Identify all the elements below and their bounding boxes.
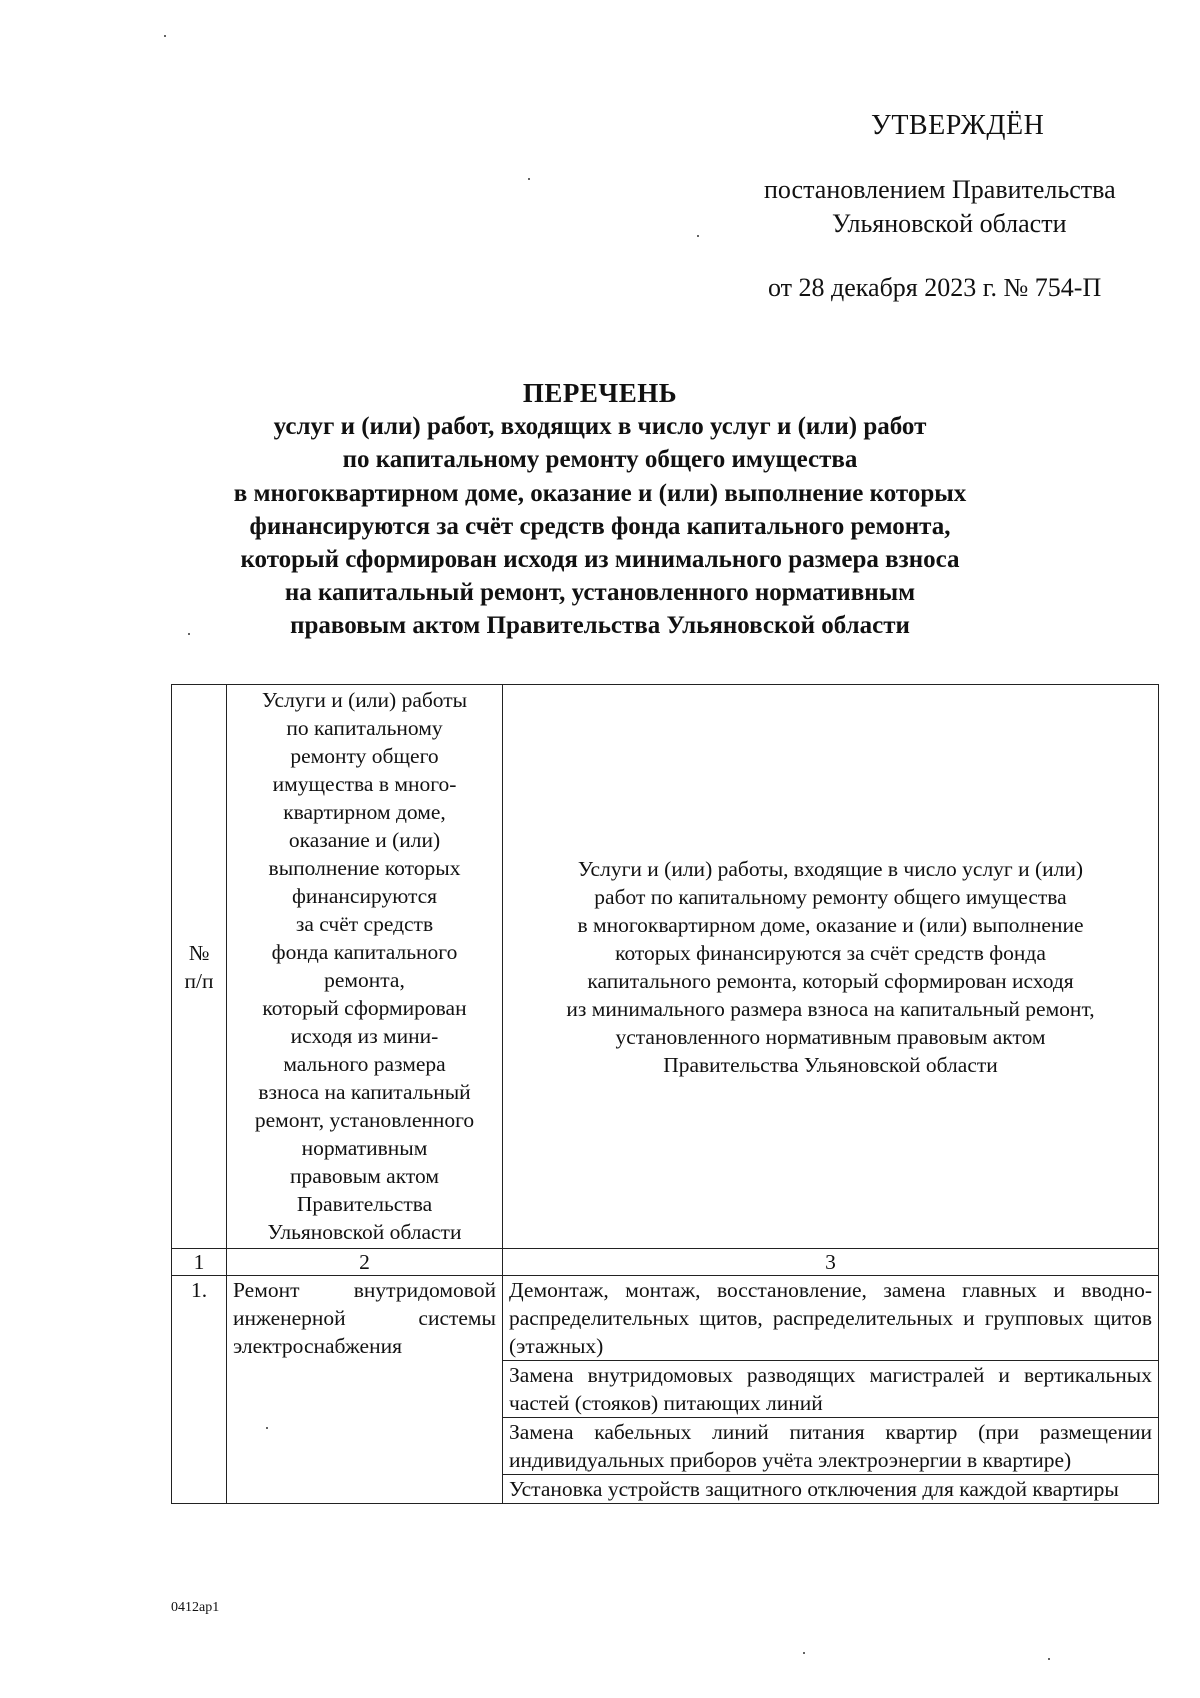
scan-speck [164, 35, 166, 37]
row-work-item: Установка устройств защитного отключения для каждой квартиры [503, 1475, 1159, 1504]
column-number: 2 [227, 1249, 503, 1276]
header-line: финансируются [291, 884, 438, 908]
scan-speck [188, 633, 190, 635]
header-number-cell [172, 685, 227, 1249]
row-work-item: Замена внутридомовых разводящих магистралей и вертикальных частей (стояков) питающих линий [503, 1361, 1159, 1418]
header-line: в многоквартирном доме, оказание и (или) выполнение [577, 912, 1084, 937]
header-line: Услуги и (или) работы, входящие в число услуг и (или) [577, 856, 1084, 881]
header-line: Правительства Ульяновской области [663, 1052, 998, 1077]
document-code: 0412ap1 [171, 1600, 220, 1615]
title-line: в многоквартирном доме, оказание и (или) выполнение которых [233, 479, 967, 507]
approval-date: от 28 декабря 2023 г. № 754-П [768, 273, 1102, 302]
header-line: нормативным [301, 1136, 428, 1160]
header-line: капитального ремонта, который сформирован исходя [587, 968, 1074, 993]
header-line: ремонт, установленного [254, 1108, 475, 1132]
header-line: Ульяновской области [267, 1220, 462, 1244]
row-work-item: Демонтаж, монтаж, восстановление, замена главных и вводно-распределительных щитов, распределительных и групповых щитов (этажных) [503, 1276, 1159, 1361]
scan-speck [266, 1427, 268, 1429]
header-line: за счёт средств [295, 912, 434, 936]
column-numbers-row [172, 1249, 1159, 1276]
title-line: который сформирован исходя из минимального размера взноса [240, 546, 960, 574]
title-heading: ПЕРЕЧЕНЬ [522, 378, 678, 408]
title-line: по капитальному ремонту общего имущества [342, 446, 858, 474]
header-line: установленного нормативным правовым актом [615, 1024, 1046, 1049]
scan-speck [1048, 1658, 1050, 1660]
column-number: 1 [172, 1249, 227, 1276]
row-service: Ремонт внутридомовой инженерной системы электроснабжения [227, 1276, 503, 1504]
header-line: который сформирован [262, 996, 467, 1020]
header-line: Услуги и (или) работы [261, 688, 468, 712]
title-line: на капитальный ремонт, установленного нормативным [284, 579, 916, 607]
header-line: ремонту общего [290, 744, 439, 768]
header-line: из минимального размера взноса на капитальный ремонт, [566, 996, 1095, 1021]
scan-speck [803, 1652, 805, 1654]
approval-line-2: Ульяновской области [832, 209, 1067, 238]
title-line: финансируются за счёт средств фонда капитального ремонта, [249, 512, 951, 540]
header-service-cell [227, 685, 503, 1249]
row-number: 1. [172, 1276, 227, 1504]
header-line: оказание и (или) [288, 828, 441, 852]
scan-speck [697, 235, 699, 237]
header-line: исходя из мини- [290, 1024, 439, 1048]
header-line: по капитальному [286, 716, 443, 740]
title-line: услуг и (или) работ, входящих в число услуг и (или) работ [273, 413, 927, 441]
table-header-row [172, 685, 1159, 1249]
header-line: № [188, 940, 210, 965]
header-line: квартирном доме, [283, 800, 446, 824]
works-table [171, 684, 1159, 1504]
header-line: выполнение которых [268, 856, 461, 880]
header-works-cell [503, 685, 1159, 1249]
header-line: Правительства [296, 1192, 433, 1216]
header-line: которых финансируются за счёт средств фонда [615, 940, 1046, 965]
header-line: взноса на капитальный [258, 1080, 471, 1104]
header-line: имущества в много- [272, 772, 457, 796]
approval-stamp: УТВЕРЖДЁН [871, 110, 1045, 141]
column-number: 3 [503, 1249, 1159, 1276]
document-title [180, 377, 1020, 643]
header-line: работ по капитальному ремонту общего имущества [594, 884, 1067, 909]
header-line: п/п [184, 968, 214, 993]
approval-line-1: постановлением Правительства [764, 175, 1116, 204]
row-work-item: Замена кабельных линий питания квартир (при размещении индивидуальных приборов учёта электроэнергии в квартире) [503, 1418, 1159, 1475]
header-line: мального размера [283, 1052, 446, 1076]
table-row [172, 1276, 1159, 1361]
title-line: правовым актом Правительства Ульяновской области [290, 612, 910, 640]
header-line: фонда капитального [271, 940, 458, 964]
header-line: ремонта, [324, 968, 405, 992]
scan-speck [528, 178, 530, 180]
header-line: правовым актом [290, 1164, 439, 1188]
